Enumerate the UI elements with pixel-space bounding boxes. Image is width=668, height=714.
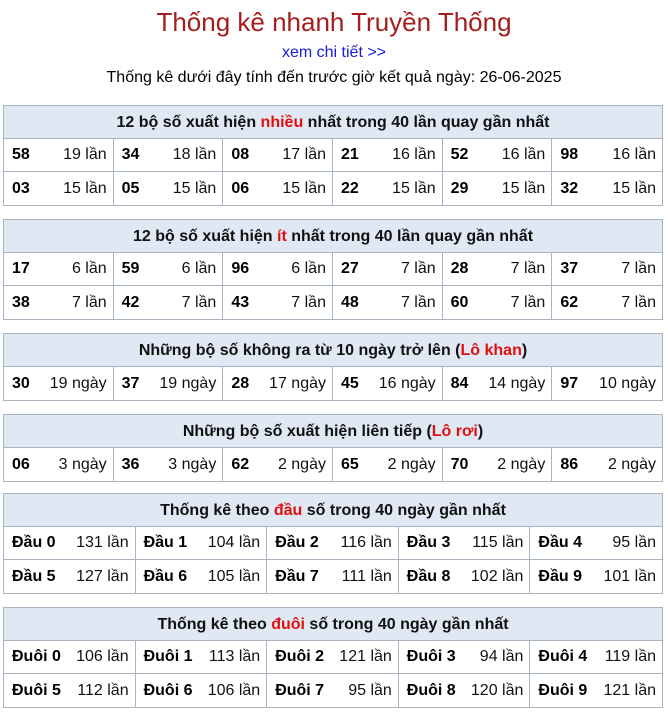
stat-label: 17 [12, 260, 30, 277]
stat-cell [223, 139, 333, 172]
stat-cell [267, 674, 399, 707]
stat-count: 3 ngày [58, 455, 107, 473]
stat-label: Đầu 1 [143, 534, 188, 551]
header-suffix: nhất trong 40 lần quay gần nhất [303, 114, 550, 131]
stat-count: 121 lần [603, 681, 656, 699]
stat-cell [4, 253, 114, 286]
stat-cell [114, 286, 224, 319]
table-row [4, 139, 662, 172]
stat-cell [333, 367, 443, 400]
duoi-body [4, 641, 662, 707]
stat-label: 62 [560, 293, 579, 311]
stat-count: 94 lần [479, 648, 524, 665]
stat-count: 7 lần [181, 293, 217, 311]
stat-label: Đầu 9 [538, 567, 582, 585]
table-row [4, 641, 662, 674]
stat-label: Đuôi 4 [538, 648, 588, 665]
header-suffix: số trong 40 ngày gần nhất [304, 616, 509, 633]
stat-count: 7 lần [621, 293, 656, 311]
stat-label: 21 [340, 146, 359, 163]
stat-count: 2 ngày [607, 455, 656, 473]
stat-cell [4, 560, 136, 593]
table-row [4, 448, 662, 481]
header-prefix: 12 bộ số xuất hiện [132, 228, 277, 245]
stat-count: 19 lần [63, 146, 107, 163]
header-prefix: 12 bộ số xuất hiện [116, 114, 261, 131]
stat-count: 2 ngày [387, 455, 436, 473]
stat-label: 08 [231, 146, 250, 163]
stat-cell [443, 139, 553, 172]
stat-cell [333, 448, 443, 481]
stat-label: 22 [340, 179, 359, 197]
stat-count: 17 ngày [269, 374, 326, 392]
stat-count: 6 lần [181, 260, 217, 277]
stat-label: 27 [340, 260, 359, 277]
stat-label: 48 [340, 293, 359, 311]
header-highlight: Lô rơi [431, 423, 478, 440]
stat-cell [223, 286, 333, 319]
stat-label: 37 [121, 374, 140, 392]
stat-count: 121 lần [339, 648, 392, 665]
stat-cell [399, 641, 531, 674]
stat-label: 37 [560, 260, 579, 277]
stat-cell [114, 448, 224, 481]
stat-label: 43 [231, 293, 250, 311]
stat-count: 112 lần [77, 681, 129, 699]
duoi-table [3, 607, 663, 708]
stat-cell [223, 448, 333, 481]
stat-cell [530, 527, 662, 560]
table-row [4, 172, 662, 205]
stat-cell [552, 253, 662, 286]
stat-cell [136, 674, 268, 707]
stat-label: 06 [231, 179, 250, 197]
header-prefix: Những bộ số xuất hiện liên tiếp ( [182, 423, 432, 440]
stat-count: 7 lần [510, 293, 546, 311]
stat-count: 119 lần [604, 648, 656, 665]
page-subtitle: Thống kê dưới đây tính đến trước giờ kết quả ngày: 26-06-2025 [106, 69, 562, 86]
stat-count: 106 lần [76, 648, 129, 665]
stat-cell [136, 641, 268, 674]
stat-count: 15 lần [63, 179, 107, 197]
header-prefix: Thống kê theo [157, 616, 272, 633]
table-row [4, 674, 662, 707]
table-row [4, 253, 662, 286]
lo-roi-body [4, 448, 662, 481]
stat-cell [443, 286, 553, 319]
stat-label: 32 [560, 179, 579, 197]
lo-roi-header [4, 415, 662, 448]
stat-count: 106 lần [207, 681, 261, 699]
stat-label: 70 [450, 455, 469, 473]
stat-count: 7 lần [510, 260, 546, 277]
stat-count: 14 ngày [488, 374, 546, 392]
stat-cell [4, 172, 114, 205]
stat-count: 3 ngày [168, 455, 217, 473]
stat-cell [443, 367, 553, 400]
stat-count: 6 lần [71, 260, 107, 277]
stat-label: 86 [560, 455, 579, 473]
stat-cell [399, 674, 531, 707]
least-frequent-body [4, 253, 662, 319]
stat-count: 7 lần [400, 293, 436, 311]
stat-label: Đuôi 9 [538, 681, 588, 699]
stat-label: 97 [560, 374, 579, 392]
lo-khan-table [3, 333, 663, 401]
stat-label: Đầu 2 [275, 534, 319, 551]
stat-label: 98 [560, 146, 579, 163]
lo-khan-header [4, 334, 662, 367]
stat-cell [552, 139, 662, 172]
stat-cell [4, 527, 136, 560]
stat-label: 05 [121, 179, 140, 197]
stat-count: 16 lần [612, 146, 656, 163]
stat-count: 15 lần [172, 179, 217, 197]
table-row [4, 527, 662, 560]
duoi-header [4, 608, 662, 641]
stat-label: Đầu 5 [12, 567, 56, 585]
stat-label: Đuôi 0 [12, 648, 61, 665]
stat-label: Đuôi 3 [406, 648, 456, 665]
least-frequent-header [4, 220, 662, 253]
stat-cell [4, 367, 114, 400]
stat-count: 17 lần [282, 146, 326, 163]
stat-label: 03 [12, 179, 30, 197]
stat-count: 95 lần [348, 681, 392, 699]
stat-count: 15 lần [282, 179, 326, 197]
stat-label: Đầu 0 [12, 534, 56, 551]
stat-count: 7 lần [291, 293, 326, 311]
dau-table [3, 493, 663, 594]
lo-roi-table [3, 414, 663, 482]
page-title: Thống kê nhanh Truyền Thống [156, 7, 512, 37]
stat-cell [443, 172, 553, 205]
stat-count: 15 lần [612, 179, 656, 197]
least-frequent-table [3, 219, 663, 320]
stat-count: 2 ngày [277, 455, 326, 473]
stat-cell [333, 172, 443, 205]
stat-label: Đuôi 2 [275, 648, 325, 665]
stat-count: 120 lần [470, 681, 524, 699]
stat-count: 105 lần [207, 567, 261, 585]
stat-cell [114, 139, 224, 172]
stat-count: 16 lần [392, 146, 436, 163]
detail-link[interactable]: xem chi tiết >> [281, 44, 387, 61]
stat-count: 15 lần [501, 179, 546, 197]
stat-label: 60 [450, 293, 469, 311]
stat-label: Đuôi 1 [143, 648, 193, 665]
header-highlight: ít [277, 228, 287, 245]
stat-count: 111 lần [341, 567, 392, 585]
stat-count: 7 lần [621, 260, 656, 277]
stat-count: 10 ngày [599, 374, 656, 392]
header-prefix: Thống kê theo [160, 502, 274, 519]
stat-cell [399, 560, 531, 593]
stat-count: 6 lần [291, 260, 326, 277]
stat-count: 16 lần [501, 146, 546, 163]
stat-label: Đầu 3 [406, 534, 451, 551]
stat-label: 29 [450, 179, 469, 197]
stat-count: 104 lần [207, 534, 261, 551]
stat-cell [136, 527, 268, 560]
stat-cell [223, 367, 333, 400]
stat-cell [267, 527, 399, 560]
stat-label: 38 [12, 293, 30, 311]
stat-cell [333, 253, 443, 286]
stat-label: 96 [231, 260, 250, 277]
stat-cell [223, 253, 333, 286]
stat-count: 16 ngày [378, 374, 436, 392]
stat-cell [333, 139, 443, 172]
table-row [4, 367, 662, 400]
stat-cell [114, 253, 224, 286]
stat-count: 116 lần [340, 534, 392, 551]
stat-label: 62 [231, 455, 250, 473]
stat-label: Đuôi 7 [275, 681, 325, 699]
lo-khan-body [4, 367, 662, 400]
stat-cell [4, 674, 136, 707]
stat-count: 113 lần [208, 648, 261, 665]
stat-cell [333, 286, 443, 319]
stat-label: 06 [12, 455, 30, 473]
stat-cell [267, 560, 399, 593]
header-highlight: đuôi [271, 616, 305, 633]
stat-label: 42 [121, 293, 140, 311]
header-suffix: ) [477, 423, 484, 440]
stat-cell [4, 448, 114, 481]
stat-count: 102 lần [470, 567, 524, 585]
most-frequent-body [4, 139, 662, 205]
header-prefix: Những bộ số không ra từ 10 ngày trở lên ( [138, 342, 461, 359]
most-frequent-header [4, 106, 662, 139]
stat-label: 52 [450, 146, 469, 163]
stat-cell [267, 641, 399, 674]
stat-count: 19 ngày [159, 374, 217, 392]
stat-label: 28 [450, 260, 469, 277]
stat-count: 18 lần [172, 146, 217, 163]
header-highlight: nhiều [260, 114, 304, 131]
stat-count: 115 lần [472, 534, 524, 551]
dau-body [4, 527, 662, 593]
header-suffix: ) [521, 342, 528, 359]
stat-cell [443, 253, 553, 286]
table-row [4, 560, 662, 593]
most-frequent-table [3, 105, 663, 206]
stat-label: Đuôi 8 [406, 681, 456, 699]
stat-cell [4, 139, 114, 172]
stat-label: 28 [231, 374, 250, 392]
stat-count: 95 lần [612, 534, 656, 551]
stat-cell [530, 560, 662, 593]
stat-cell [399, 527, 531, 560]
stat-label: 36 [121, 455, 140, 473]
stat-count: 7 lần [400, 260, 436, 277]
stat-cell [530, 674, 662, 707]
stat-label: 59 [121, 260, 140, 277]
stat-count: 19 ngày [49, 374, 107, 392]
stat-count: 131 lần [76, 534, 129, 551]
stat-count: 127 lần [76, 567, 129, 585]
stat-cell [114, 367, 224, 400]
stat-label: Đầu 6 [143, 567, 188, 585]
header-suffix: nhất trong 40 lần quay gần nhất [286, 228, 534, 245]
stat-label: 34 [121, 146, 140, 163]
stat-label: Đầu 4 [538, 534, 582, 551]
stat-cell [4, 641, 136, 674]
header-highlight: Lô khan [460, 342, 522, 359]
stat-count: 101 lần [603, 567, 656, 585]
stat-cell [552, 172, 662, 205]
stat-label: 45 [340, 374, 359, 392]
stat-label: Đuôi 5 [12, 681, 61, 699]
stat-cell [114, 172, 224, 205]
stat-count: 15 lần [392, 179, 436, 197]
stat-count: 2 ngày [497, 455, 546, 473]
stat-cell [530, 641, 662, 674]
stat-cell [4, 286, 114, 319]
stat-count: 7 lần [71, 293, 107, 311]
stat-label: 84 [450, 374, 469, 392]
header-suffix: số trong 40 ngày gần nhất [302, 502, 506, 519]
table-row [4, 286, 662, 319]
stat-label: 65 [340, 455, 359, 473]
stat-cell [552, 286, 662, 319]
stat-cell [552, 448, 662, 481]
stat-label: 58 [12, 146, 30, 163]
header-highlight: đầu [273, 502, 303, 519]
stat-cell [552, 367, 662, 400]
stat-label: Đuôi 6 [143, 681, 193, 699]
dau-header [4, 494, 662, 527]
stat-cell [136, 560, 268, 593]
stat-cell [443, 448, 553, 481]
stat-cell [223, 172, 333, 205]
stat-label: Đầu 8 [406, 567, 451, 585]
stat-label: 30 [12, 374, 30, 392]
stat-label: Đầu 7 [275, 567, 319, 585]
